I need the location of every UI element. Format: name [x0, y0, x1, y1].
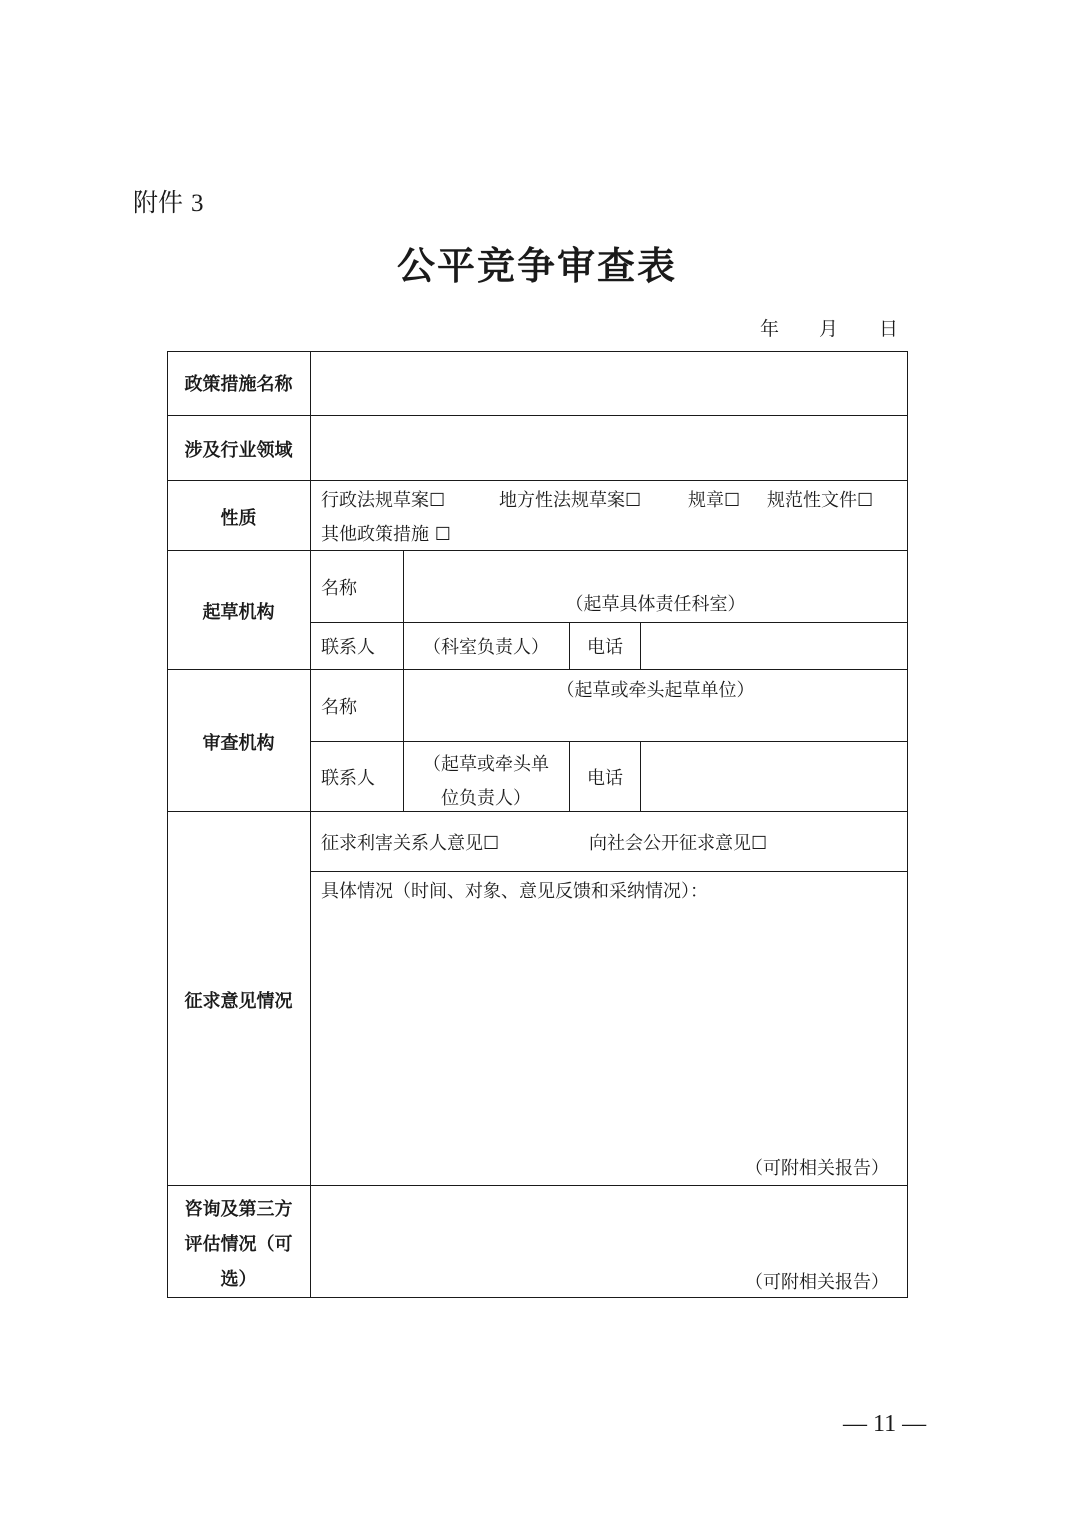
- review-name-hint: （起草或牵头起草单位）: [556, 680, 755, 701]
- nature-option-local-regulation[interactable]: 地方性法规草案☐: [499, 490, 642, 511]
- label-consult-line2: 评估情况（可: [184, 1234, 293, 1255]
- opinion-attach-note: （可附相关报告）: [745, 1158, 889, 1179]
- label-industry: 涉及行业领域: [184, 440, 293, 461]
- nature-option-normative-doc[interactable]: 规范性文件☐: [767, 490, 874, 511]
- drafting-contact-label: 联系人: [321, 637, 375, 658]
- review-phone-label: 电话: [587, 768, 623, 789]
- label-consult-line1: 咨询及第三方: [184, 1199, 293, 1220]
- review-name-label: 名称: [321, 697, 357, 718]
- drafting-phone-label: 电话: [587, 637, 623, 658]
- review-contact-label: 联系人: [321, 768, 375, 789]
- opinion-option-public[interactable]: 向社会公开征求意见☐: [589, 833, 768, 854]
- label-opinions: 征求意见情况: [184, 991, 293, 1012]
- label-drafting-org: 起草机构: [202, 602, 275, 623]
- date-year: 年: [760, 318, 780, 340]
- nature-option-rules[interactable]: 规章☐: [688, 490, 741, 511]
- review-contact-hint-line2: 位负责人）: [441, 788, 531, 809]
- label-nature: 性质: [220, 508, 257, 529]
- date-day: 日: [879, 318, 899, 340]
- label-policy-name: 政策措施名称: [184, 374, 293, 395]
- drafting-contact-hint: （科室负责人）: [423, 637, 549, 658]
- opinion-details-label: 具体情况（时间、对象、意见反馈和采纳情况）：: [321, 881, 708, 902]
- label-consult-line3: 选）: [220, 1269, 257, 1290]
- opinion-option-stakeholders[interactable]: 征求利害关系人意见☐: [321, 833, 500, 854]
- review-contact-hint-line1: （起草或牵头单: [423, 754, 549, 775]
- consult-attach-note: （可附相关报告）: [745, 1272, 889, 1293]
- date-month: 月: [819, 318, 839, 340]
- nature-option-admin-regulation[interactable]: 行政法规草案☐: [321, 490, 446, 511]
- nature-option-other[interactable]: 其他政策措施 ☐: [321, 524, 451, 545]
- drafting-name-hint: （起草具体责任科室）: [565, 594, 746, 615]
- drafting-name-label: 名称: [321, 578, 357, 599]
- attachment-label: 附件 3: [133, 188, 204, 217]
- page-number: — 11 —: [843, 1411, 927, 1437]
- label-review-org: 审查机构: [202, 733, 275, 754]
- page-title: 公平竞争审查表: [396, 243, 677, 288]
